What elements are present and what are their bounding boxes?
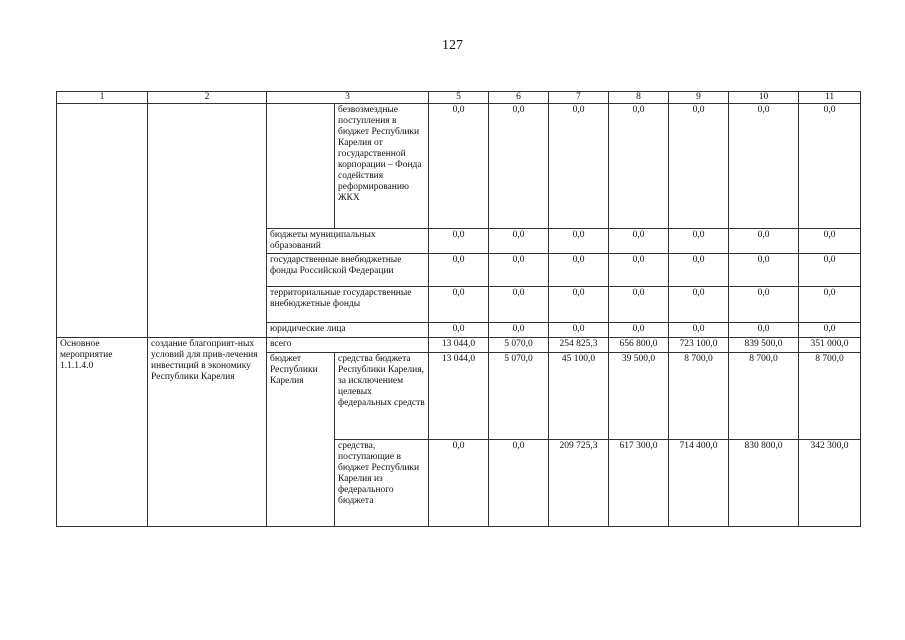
value-cell: 0,0 [799, 287, 861, 323]
column-number: 1 [57, 92, 148, 104]
value-cell: 39 500,0 [609, 353, 669, 440]
value-cell: 839 500,0 [729, 338, 799, 353]
value-cell: 342 300,0 [799, 440, 861, 527]
value-cell: 0,0 [429, 323, 489, 338]
table-row [57, 104, 861, 229]
value-cell: 723 100,0 [669, 338, 729, 353]
column-number-header-row [57, 92, 861, 104]
value-cell: 0,0 [429, 229, 489, 254]
column-number: 11 [799, 92, 861, 104]
value-cell: 0,0 [669, 229, 729, 254]
value-cell: 0,0 [489, 104, 549, 229]
source-label: средства бюджета Республики Карелия, за исключением целевых федеральных средств [335, 353, 429, 440]
source-label: бюджеты муниципальных образований [267, 229, 429, 254]
column-number: 2 [148, 92, 267, 104]
activity-code: Основное мероприятие 1.1.1.4.0 [57, 338, 148, 527]
value-cell: 8 700,0 [799, 353, 861, 440]
value-cell: 0,0 [609, 254, 669, 287]
value-cell: 656 800,0 [609, 338, 669, 353]
source-label: средства, поступающие в бюджет Республики Карелия из федерального бюджета [335, 440, 429, 527]
value-cell: 0,0 [799, 104, 861, 229]
value-cell: 13 044,0 [429, 353, 489, 440]
value-cell: 0,0 [549, 104, 609, 229]
value-cell: 209 725,3 [549, 440, 609, 527]
value-cell: 0,0 [669, 254, 729, 287]
value-cell: 0,0 [609, 229, 669, 254]
value-cell: 0,0 [669, 104, 729, 229]
value-cell: 0,0 [429, 440, 489, 527]
column-number: 3 [267, 92, 429, 104]
value-cell: 0,0 [729, 323, 799, 338]
value-cell: 0,0 [669, 323, 729, 338]
value-cell: 0,0 [429, 287, 489, 323]
value-cell: 0,0 [549, 323, 609, 338]
budget-label: бюджет Республики Карелия [267, 353, 335, 527]
empty-cell [267, 104, 335, 229]
source-label: государственные внебюджетные фонды Российской Федерации [267, 254, 429, 287]
value-cell: 0,0 [609, 287, 669, 323]
value-cell: 0,0 [609, 104, 669, 229]
value-cell: 0,0 [669, 287, 729, 323]
value-cell: 5 070,0 [489, 353, 549, 440]
budget-table [56, 91, 861, 527]
value-cell: 830 800,0 [729, 440, 799, 527]
value-cell: 0,0 [729, 104, 799, 229]
value-cell: 0,0 [549, 229, 609, 254]
activity-cell [57, 104, 148, 338]
description-cell [148, 104, 267, 338]
value-cell: 0,0 [609, 323, 669, 338]
value-cell: 0,0 [799, 323, 861, 338]
value-cell: 8 700,0 [729, 353, 799, 440]
value-cell: 8 700,0 [669, 353, 729, 440]
source-label: юридические лица [267, 323, 429, 338]
value-cell: 0,0 [799, 229, 861, 254]
value-cell: 714 400,0 [669, 440, 729, 527]
column-number: 7 [549, 92, 609, 104]
value-cell: 0,0 [799, 254, 861, 287]
value-cell: 0,0 [489, 323, 549, 338]
value-cell: 0,0 [489, 254, 549, 287]
column-number: 8 [609, 92, 669, 104]
source-label: всего [267, 338, 429, 353]
value-cell: 0,0 [489, 229, 549, 254]
value-cell: 0,0 [729, 254, 799, 287]
column-number: 10 [729, 92, 799, 104]
value-cell: 13 044,0 [429, 338, 489, 353]
value-cell: 351 000,0 [799, 338, 861, 353]
column-number: 9 [669, 92, 729, 104]
value-cell: 0,0 [429, 254, 489, 287]
value-cell: 617 300,0 [609, 440, 669, 527]
value-cell: 254 825,3 [549, 338, 609, 353]
source-label: территориальные государственные внебюджетные фонды [267, 287, 429, 323]
value-cell: 0,0 [429, 104, 489, 229]
value-cell: 5 070,0 [489, 338, 549, 353]
value-cell: 0,0 [729, 229, 799, 254]
column-number: 5 [429, 92, 489, 104]
activity-description: создание благоприят-ных условий для прив-лечения инвестиций в экономику Республики Карелия [148, 338, 267, 527]
page-number: 127 [442, 38, 463, 53]
value-cell: 45 100,0 [549, 353, 609, 440]
table-row [57, 338, 861, 353]
value-cell: 0,0 [729, 287, 799, 323]
source-label: безвозмездные поступления в бюджет Республики Карелия от государственной корпорации – Фонда содействия реформированию ЖКХ [335, 104, 429, 229]
value-cell: 0,0 [489, 287, 549, 323]
value-cell: 0,0 [549, 254, 609, 287]
column-number: 6 [489, 92, 549, 104]
value-cell: 0,0 [549, 287, 609, 323]
value-cell: 0,0 [489, 440, 549, 527]
